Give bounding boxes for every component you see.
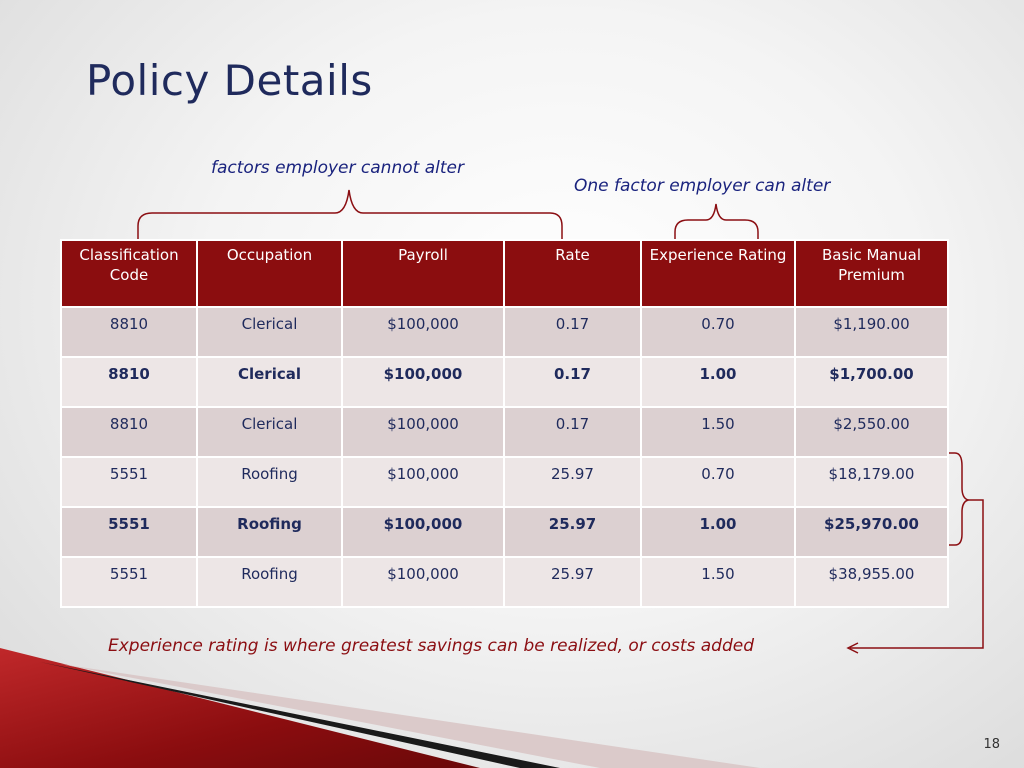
table-header-row	[61, 240, 948, 307]
cell-experience-rating: 0.70	[641, 307, 795, 357]
cell-occupation: Clerical	[197, 407, 342, 457]
cell-rate: 25.97	[504, 557, 641, 607]
cell-code: 5551	[61, 507, 197, 557]
cell-code: 8810	[61, 407, 197, 457]
brace-cannot-alter	[138, 190, 562, 240]
brace-can-alter	[675, 204, 758, 240]
cell-experience-rating: 1.00	[641, 507, 795, 557]
cell-experience-rating: 1.00	[641, 357, 795, 407]
cell-code: 8810	[61, 357, 197, 407]
cell-experience-rating: 1.50	[641, 557, 795, 607]
cell-payroll: $100,000	[342, 507, 504, 557]
cell-experience-rating: 0.70	[641, 457, 795, 507]
annotation-can-alter: One factor employer can alter	[574, 176, 831, 196]
cell-code: 8810	[61, 307, 197, 357]
annotation-savings-note: Experience rating is where greatest savings can be realized, or costs added	[108, 636, 754, 656]
cell-premium: $18,179.00	[795, 457, 948, 507]
cell-occupation: Clerical	[197, 307, 342, 357]
cell-rate: 25.97	[504, 457, 641, 507]
cell-rate: 0.17	[504, 407, 641, 457]
cell-premium: $25,970.00	[795, 507, 948, 557]
table-row	[61, 307, 948, 357]
table-row	[61, 407, 948, 457]
cell-payroll: $100,000	[342, 357, 504, 407]
header-payroll: Payroll	[342, 240, 504, 307]
header-rate: Rate	[504, 240, 641, 307]
page-number: 18	[983, 737, 1000, 752]
cell-occupation: Clerical	[197, 357, 342, 407]
brace-roofing-rows	[948, 453, 968, 545]
table-row	[61, 557, 948, 607]
table-row	[61, 457, 948, 507]
header-basic-manual-premium: Basic Manual Premium	[795, 240, 948, 307]
cell-code: 5551	[61, 557, 197, 607]
cell-rate: 0.17	[504, 307, 641, 357]
header-experience-rating: Experience Rating	[641, 240, 795, 307]
cell-premium: $1,700.00	[795, 357, 948, 407]
table-row	[61, 357, 948, 407]
cell-premium: $38,955.00	[795, 557, 948, 607]
cell-payroll: $100,000	[342, 407, 504, 457]
cell-premium: $1,190.00	[795, 307, 948, 357]
cell-occupation: Roofing	[197, 507, 342, 557]
cell-rate: 0.17	[504, 357, 641, 407]
header-occupation: Occupation	[197, 240, 342, 307]
cell-payroll: $100,000	[342, 307, 504, 357]
cell-experience-rating: 1.50	[641, 407, 795, 457]
cell-rate: 25.97	[504, 507, 641, 557]
table-row	[61, 507, 948, 557]
cell-occupation: Roofing	[197, 557, 342, 607]
annotation-cannot-alter: factors employer cannot alter	[211, 158, 464, 178]
cell-payroll: $100,000	[342, 457, 504, 507]
cell-premium: $2,550.00	[795, 407, 948, 457]
policy-table	[60, 239, 949, 608]
cell-occupation: Roofing	[197, 457, 342, 507]
header-classification-code: Classification Code	[61, 240, 197, 307]
slide-title: Policy Details	[86, 56, 373, 105]
cell-code: 5551	[61, 457, 197, 507]
cell-payroll: $100,000	[342, 557, 504, 607]
